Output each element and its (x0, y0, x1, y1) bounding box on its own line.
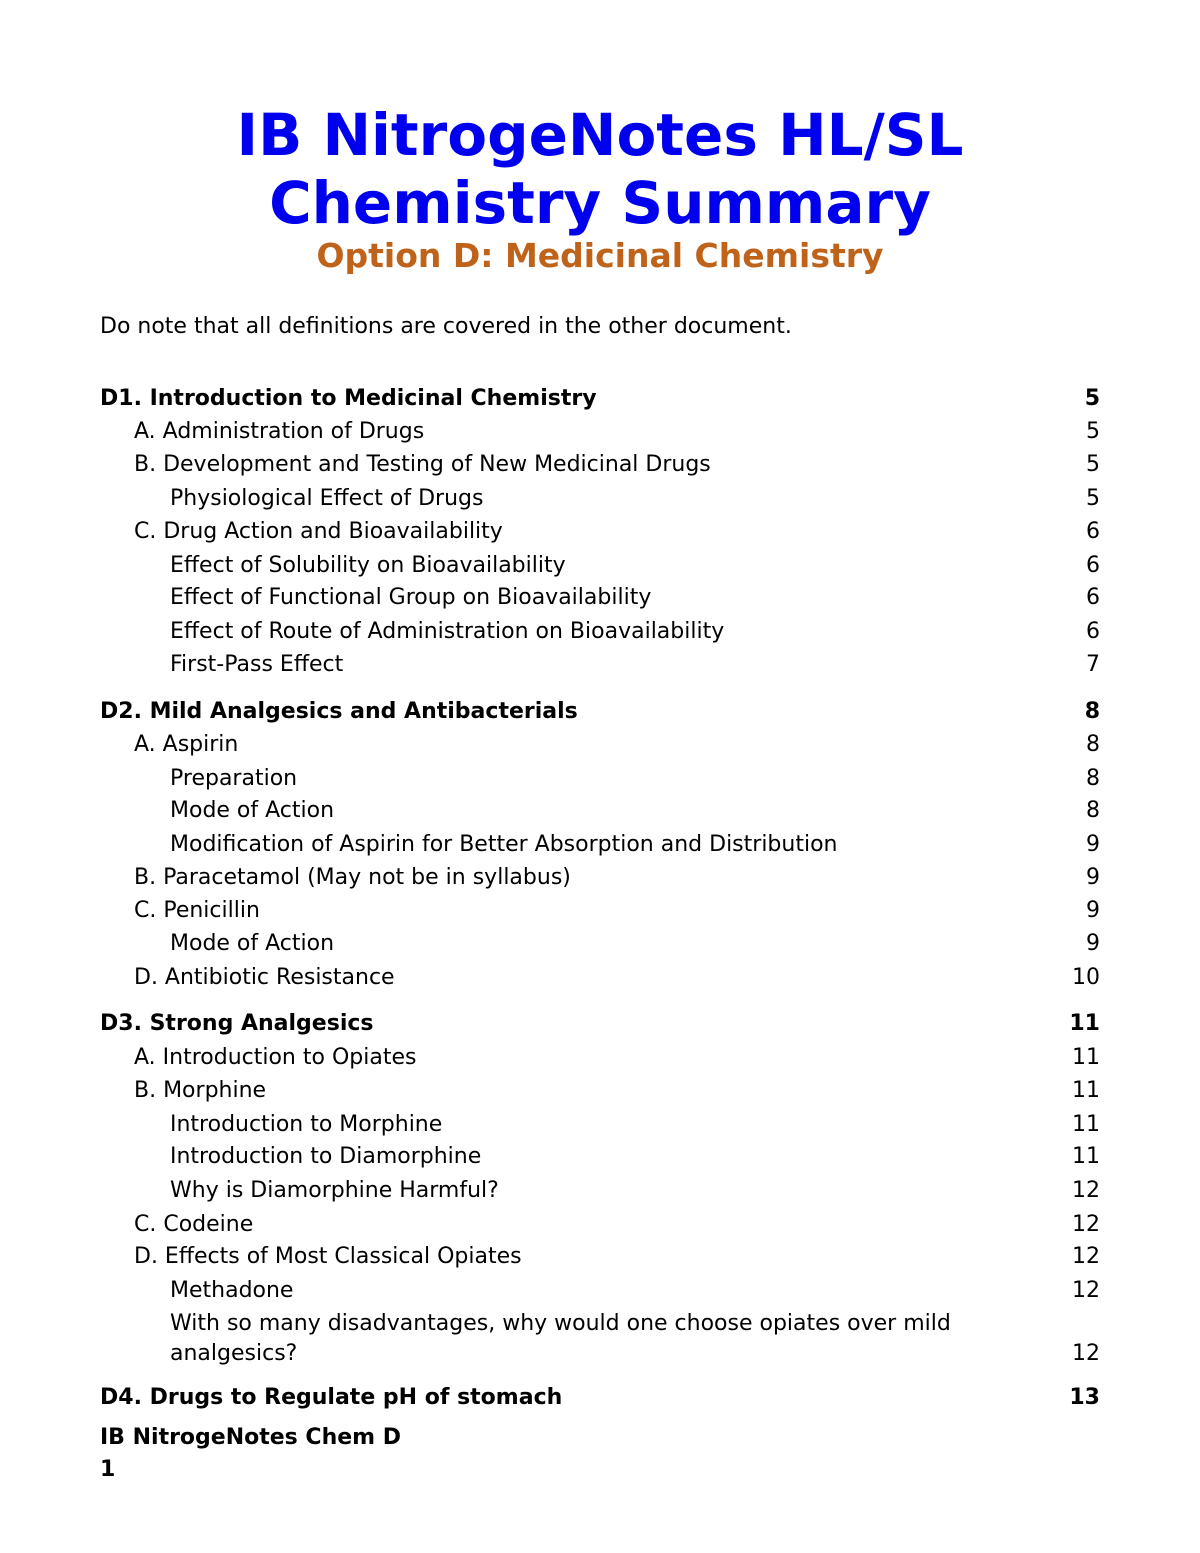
toc-entry[interactable] (100, 1043, 1100, 1073)
toc-entry-page-number: 11 (1072, 1144, 1100, 1169)
toc-entry-label: Introduction to Morphine (170, 1112, 443, 1137)
toc-entry-label: Mode of Action (170, 931, 335, 956)
toc-entry-label: Effect of Functional Group on Bioavailability (170, 585, 652, 610)
toc-entry-page-number: 11 (1072, 1045, 1100, 1070)
toc-entry[interactable] (100, 730, 1100, 760)
toc-entry[interactable] (100, 830, 1100, 860)
document-title-line2: Chemistry Summary (269, 169, 931, 237)
toc-entry[interactable] (100, 583, 1100, 613)
toc-entry[interactable] (100, 1210, 1100, 1240)
toc-entry-page-number: 10 (1072, 965, 1100, 990)
toc-entry-label: A. Administration of Drugs (134, 419, 425, 444)
toc-entry-page-number: 6 (1086, 519, 1100, 544)
toc-entry-label: Mode of Action (170, 798, 335, 823)
toc-entry-page-number: 9 (1086, 931, 1100, 956)
toc-entry-page-number: 8 (1086, 732, 1100, 757)
toc-entry-label: D4. Drugs to Regulate pH of stomach (100, 1385, 563, 1410)
toc-entry[interactable] (100, 1110, 1100, 1140)
toc-entry-page-number: 12 (1072, 1212, 1100, 1237)
toc-entry[interactable] (100, 1009, 1100, 1039)
footer-document-label: IB NitrogeNotes Chem D (100, 1425, 402, 1450)
toc-entry-label: D. Antibiotic Resistance (134, 965, 395, 990)
toc-entry-label: C. Codeine (134, 1212, 254, 1237)
footer-page-number: 1 (100, 1457, 116, 1482)
toc-entry-page-number: 6 (1086, 585, 1100, 610)
toc-entry[interactable] (100, 650, 1100, 680)
toc-entry-page-number: 11 (1072, 1078, 1100, 1103)
toc-entry-label: Methadone (170, 1278, 294, 1303)
toc-entry[interactable] (100, 963, 1100, 993)
toc-entry-page-number: 9 (1086, 832, 1100, 857)
toc-entry[interactable] (100, 1142, 1100, 1172)
toc-entry-page-number: 9 (1086, 865, 1100, 890)
toc-entry-label: B. Development and Testing of New Medicinal Drugs (134, 452, 711, 477)
toc-entry-page-number: 12 (1072, 1178, 1100, 1203)
toc-entry-label: Preparation (170, 766, 298, 791)
toc-entry-page-number: 12 (1072, 1341, 1100, 1366)
toc-entry-page-number: 5 (1086, 486, 1100, 511)
toc-entry[interactable] (100, 617, 1100, 647)
toc-entry-label: First-Pass Effect (170, 652, 344, 677)
toc-entry-page-number: 12 (1072, 1278, 1100, 1303)
toc-entry-page-number: 13 (1069, 1385, 1100, 1410)
toc-entry-label: A. Aspirin (134, 732, 239, 757)
toc-entry[interactable] (100, 929, 1100, 959)
toc-entry[interactable] (100, 450, 1100, 480)
toc-entry-label: D2. Mild Analgesics and Antibacterials (100, 699, 578, 724)
toc-entry[interactable] (100, 796, 1100, 826)
toc-entry[interactable] (100, 1383, 1100, 1413)
toc-entry[interactable] (100, 764, 1100, 794)
toc-entry-label: A. Introduction to Opiates (134, 1045, 417, 1070)
toc-entry[interactable] (100, 863, 1100, 893)
toc-entry[interactable] (100, 1276, 1100, 1306)
intro-note: Do note that all definitions are covered in the other document. (100, 314, 792, 339)
toc-entry-label: Physiological Effect of Drugs (170, 486, 484, 511)
toc-entry-page-number: 8 (1084, 699, 1100, 724)
document-title-line1: IB NitrogeNotes HL/SL (236, 101, 964, 169)
toc-entry[interactable] (100, 384, 1100, 414)
toc-entry-page-number: 12 (1072, 1244, 1100, 1269)
toc-entry-label: D. Effects of Most Classical Opiates (134, 1244, 522, 1269)
toc-entry[interactable] (100, 1176, 1100, 1206)
toc-entry-label: D3. Strong Analgesics (100, 1011, 374, 1036)
toc-entry-page-number: 6 (1086, 553, 1100, 578)
toc-entry-page-number: 8 (1086, 798, 1100, 823)
toc-entry-page-number: 8 (1086, 766, 1100, 791)
toc-entry[interactable] (100, 1076, 1100, 1106)
toc-entry[interactable] (100, 697, 1100, 727)
toc-entry[interactable] (100, 1242, 1100, 1272)
toc-entry-label: Introduction to Diamorphine (170, 1144, 482, 1169)
toc-entry[interactable] (100, 484, 1100, 514)
toc-entry-page-number: 5 (1086, 419, 1100, 444)
toc-entry[interactable] (100, 896, 1100, 926)
toc-entry[interactable] (100, 417, 1100, 447)
toc-entry-label: C. Penicillin (134, 898, 260, 923)
toc-entry-label: Modification of Aspirin for Better Absorption and Distribution (170, 832, 838, 857)
toc-entry[interactable] (100, 517, 1100, 547)
toc-entry-page-number: 7 (1086, 652, 1100, 677)
toc-entry-label: Effect of Solubility on Bioavailability (170, 553, 566, 578)
toc-entry-page-number: 5 (1084, 386, 1100, 411)
toc-entry-label: Why is Diamorphine Harmful? (170, 1178, 499, 1203)
toc-entry-page-number: 11 (1072, 1112, 1100, 1137)
toc-entry[interactable] (100, 1309, 1100, 1369)
toc-entry[interactable] (100, 551, 1100, 581)
toc-entry-label: C. Drug Action and Bioavailability (134, 519, 503, 544)
toc-entry-label: Effect of Route of Administration on Bioavailability (170, 619, 725, 644)
toc-entry-page-number: 9 (1086, 898, 1100, 923)
toc-entry-page-number: 6 (1086, 619, 1100, 644)
toc-entry-page-number: 11 (1069, 1011, 1100, 1036)
document-subtitle: Option D: Medicinal Chemistry (316, 236, 884, 275)
toc-entry-label: B. Paracetamol (May not be in syllabus) (134, 865, 571, 890)
toc-entry-label: B. Morphine (134, 1078, 267, 1103)
toc-entry-label: D1. Introduction to Medicinal Chemistry (100, 386, 597, 411)
toc-entry-page-number: 5 (1086, 452, 1100, 477)
toc-entry-label: With so many disadvantages, why would one choose opiates over mild analgesics? (170, 1311, 951, 1366)
